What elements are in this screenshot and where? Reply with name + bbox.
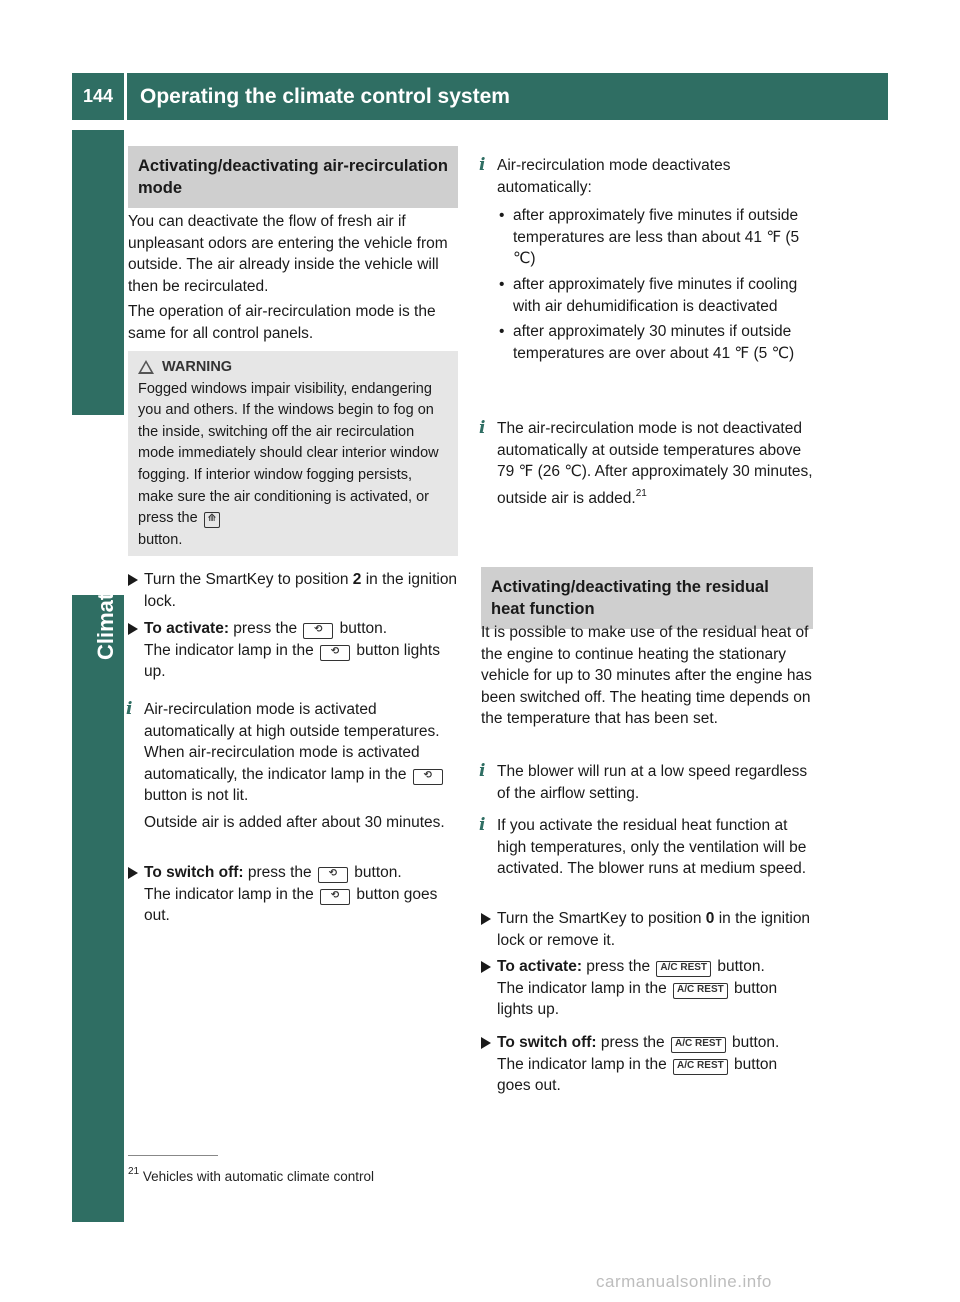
list-item: • after approximately 30 minutes if outside temperatures are over about 41 ℉ (5 ℃) <box>497 321 813 364</box>
list-item: • after approximately five minutes if cooling with air dehumidification is deactivated <box>497 274 813 317</box>
step-text: Turn the SmartKey to position <box>497 910 706 927</box>
page-number: 144 <box>72 73 127 120</box>
residual-heat-paragraph: It is possible to make use of the residual heat of the engine to continue heating the stationary vehicle for up to 30 minutes after the engine has been switched off. The heating time depends on the temperature that has been set. <box>481 624 812 728</box>
info-outside-air: Outside air is added after about 30 minutes. <box>144 813 445 831</box>
step-position: 2 <box>352 571 362 588</box>
step-text-end: in the ignition lock. <box>144 571 458 610</box>
step-arrow-icon <box>128 867 138 879</box>
step-label: To activate: <box>144 620 229 637</box>
step-text: press the <box>596 1034 669 1051</box>
info-text-end: button is not lit. <box>144 787 249 805</box>
list-item: • after approximately five minutes if outside temperatures are less than about 41 ℉ (5 ℃) <box>497 205 813 270</box>
step-text-end: button. <box>727 1034 780 1051</box>
step-switch-off <box>128 862 458 927</box>
page-title: Operating the climate control system <box>140 85 510 108</box>
ac-rest-button-icon: A/C REST <box>656 961 711 977</box>
recirculation-button-icon: ⟲ <box>320 645 350 661</box>
step-text: Turn the SmartKey to position <box>144 571 353 588</box>
step-text-end: button. <box>349 864 402 881</box>
warning-title <box>162 357 448 379</box>
deactivation-list <box>497 205 813 364</box>
intro-paragraph: You can deactivate the flow of fresh air if unpleasant odors are entering the vehicle from outside. The air already inside the vehicle will then be recirculated. <box>128 213 448 295</box>
info-icon: i <box>479 761 486 781</box>
step-indicator-text: The indicator lamp in the <box>497 1055 672 1073</box>
warning-triangle-icon <box>138 360 154 374</box>
recirculation-button-icon: ⟲ <box>303 623 333 639</box>
footnote-number: 21 <box>128 1166 140 1177</box>
ac-rest-button-icon: A/C REST <box>673 1059 728 1075</box>
warning-box <box>128 351 458 556</box>
step-turn-key <box>128 569 458 612</box>
ac-rest-button-icon: A/C REST <box>673 983 728 999</box>
step-arrow-icon <box>128 574 138 586</box>
step-turn-key-zero <box>481 908 813 951</box>
warning-title-text: WARNING <box>162 359 233 375</box>
step-arrow-icon <box>481 961 491 973</box>
info-text: The blower will run at a low speed regardless of the airflow setting. <box>497 763 808 802</box>
info-text: Air-recirculation mode deactivates automatically: <box>497 157 731 196</box>
footnote-divider <box>128 1155 218 1156</box>
step-text-end: button. <box>713 958 765 975</box>
step-indicator-end: button lights up. <box>497 979 778 1019</box>
info-icon: i <box>479 155 486 175</box>
defrost-max-icon: ⟰ <box>204 512 220 528</box>
recirculation-button-icon: ⟲ <box>318 867 348 883</box>
warning-end: button. <box>138 531 183 548</box>
info-not-deactivated <box>481 418 813 509</box>
side-tab-label: Climate control <box>93 499 118 660</box>
step-label: To switch off: <box>144 864 244 881</box>
warning-text <box>138 379 448 552</box>
step-text: press the <box>243 864 316 881</box>
info-text: The air-recirculation mode is not deactivated automatically at outside temperatures above 79 ℉ (26 ℃). After approximately 30 minutes, outside air is added. <box>497 420 813 507</box>
header-bar <box>72 73 888 120</box>
section-heading-air-recirculation: Activating/deactivating air-recirculation mode <box>128 146 458 208</box>
side-tab <box>72 130 124 1222</box>
ac-rest-button-icon: A/C REST <box>671 1037 726 1053</box>
step-arrow-icon <box>481 1037 491 1049</box>
recirculation-button-icon: ⟲ <box>413 769 443 785</box>
warning-body: Fogged windows impair visibility, endangering you and others. If the windows begin to fog on the inside, switching off the air recirculation mode immediately should clear interior window fogging. If interior window fogging persists, make sure the air conditioning is activated, or press the <box>138 380 439 527</box>
info-icon: i <box>479 418 486 438</box>
footnote <box>128 1166 374 1184</box>
step-arrow-icon <box>481 913 491 925</box>
info-high-temperature <box>481 815 813 880</box>
info-icon: i <box>479 815 486 835</box>
step-indicator-text: The indicator lamp in the <box>497 979 672 997</box>
control-panel-paragraph: The operation of air-recirculation mode is the same for all control panels. <box>128 303 436 342</box>
footnote-text: Vehicles with automatic climate control <box>142 1169 374 1184</box>
step-position: 0 <box>705 910 715 927</box>
watermark: carmanualsonline.info <box>596 1272 772 1291</box>
info-auto-activation <box>128 699 458 834</box>
step-indicator-end: button lights up. <box>144 641 440 681</box>
step-indicator-end: button goes out. <box>497 1055 778 1095</box>
info-text: Air-recirculation mode is activated automatically at high outside temperatures. When air-recirculation mode is activated automatically, the indicator lamp in the <box>144 701 440 783</box>
info-icon: i <box>126 699 133 719</box>
step-indicator-text: The indicator lamp in the <box>144 641 319 659</box>
step-text-end: button. <box>335 620 388 637</box>
recirculation-button-icon: ⟲ <box>320 889 350 905</box>
step-arrow-icon <box>128 623 138 635</box>
step-text: press the <box>582 958 655 975</box>
section-heading-residual-heat: Activating/deactivating the residual heat function <box>481 567 813 629</box>
step-indicator-end: button goes out. <box>144 885 438 925</box>
step-text-end: in the ignition lock or remove it. <box>497 910 811 949</box>
step-activate-residual <box>481 956 813 1021</box>
footnote-ref: 21 <box>635 487 647 499</box>
step-text: press the <box>229 620 302 637</box>
info-auto-deactivation <box>481 155 813 364</box>
info-blower-speed <box>481 761 813 804</box>
step-activate <box>128 618 458 683</box>
step-indicator-text: The indicator lamp in the <box>144 885 319 903</box>
step-label: To activate: <box>497 958 582 975</box>
info-text: If you activate the residual heat function at high temperatures, only the ventilation will be activated. The blower runs at medium speed. <box>497 817 807 878</box>
step-switch-off-residual <box>481 1032 813 1097</box>
step-label: To switch off: <box>497 1034 597 1051</box>
